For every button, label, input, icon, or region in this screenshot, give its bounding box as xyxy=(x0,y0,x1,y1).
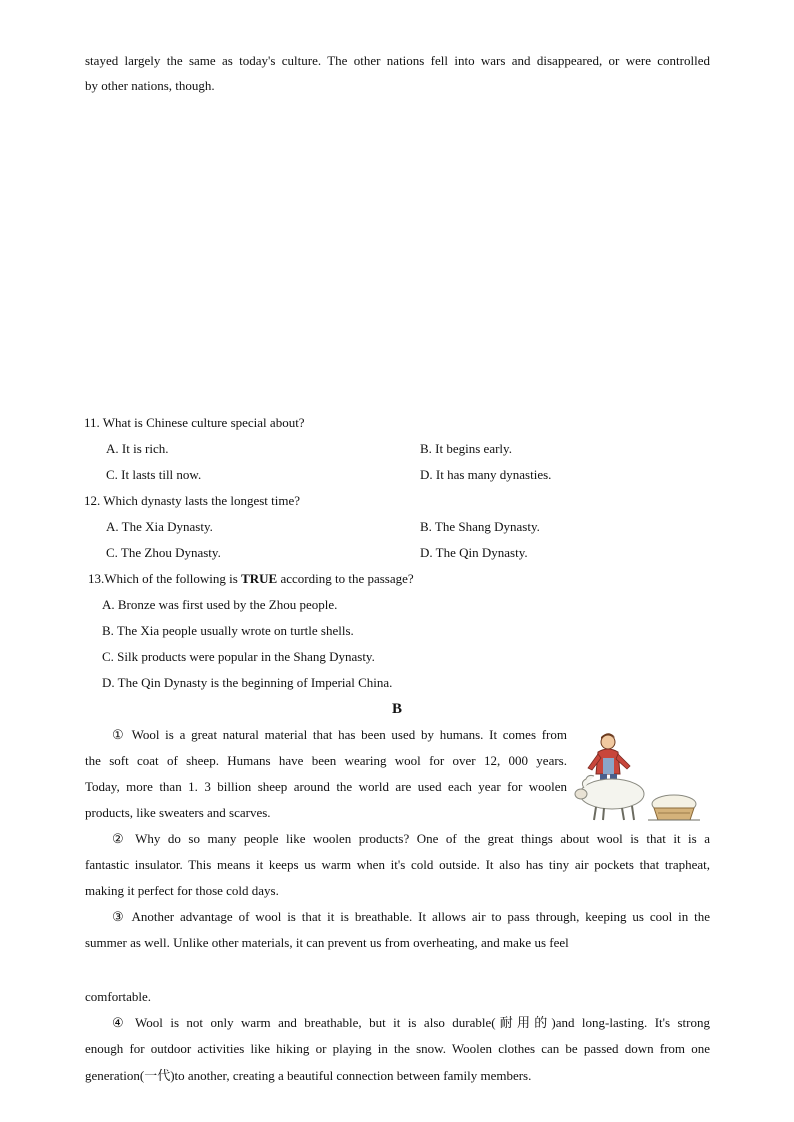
question-13-stem-pre: 13.Which of the following is xyxy=(88,571,242,586)
paragraph-2-line: fantastic insulator. This means it keeps us warm when it's cold outside. It also has tiny air pockets that trapheat, xyxy=(85,857,710,872)
question-12-stem: 12. Which dynasty lasts the longest time? xyxy=(84,493,301,508)
paragraph-1-line: Today, more than 1. 3 billion sheep around the world are used each year for woolen xyxy=(85,779,567,794)
question-12-option-b[interactable]: B. The Shang Dynasty. xyxy=(420,519,540,534)
paragraph-1-line: the soft coat of sheep. Humans have been wearing wool for over 12, 000 years. xyxy=(85,753,567,768)
paragraph-4-line: enough for outdoor activities like hiking or playing in the snow. Woolen clothes can be passed down from one xyxy=(85,1041,710,1056)
paragraph-2-line: making it perfect for those cold days. xyxy=(85,883,279,898)
paragraph-3-line: comfortable. xyxy=(85,989,152,1004)
question-11-stem: 11. What is Chinese culture special about? xyxy=(84,415,305,430)
section-b-heading: B xyxy=(391,701,402,717)
passage-line: stayed largely the same as today's culture. The other nations fell into wars and disappeared, or were controlled xyxy=(85,53,710,68)
question-11-option-a[interactable]: A. It is rich. xyxy=(106,441,169,456)
question-12-option-c[interactable]: C. The Zhou Dynasty. xyxy=(106,545,221,560)
passage-line: by other nations, though. xyxy=(85,78,215,93)
paragraph-2-line: ② Why do so many people like woolen products? One of the great things about wool is that it is a xyxy=(112,831,710,846)
question-12-option-d[interactable]: D. The Qin Dynasty. xyxy=(420,545,528,560)
question-13-option-d[interactable]: D. The Qin Dynasty is the beginning of Imperial China. xyxy=(102,675,393,690)
question-11-option-d[interactable]: D. It has many dynasties. xyxy=(420,467,552,482)
paragraph-4-line: generation(一代)to another, creating a beautiful connection between family members. xyxy=(85,1068,532,1083)
question-13-stem xyxy=(88,570,414,588)
paragraph-3-line: ③ Another advantage of wool is that it is breathable. It allows air to pass through, keeping us cool in the xyxy=(112,909,710,924)
question-13-stem-bold: TRUE xyxy=(241,571,278,586)
question-11-option-c[interactable]: C. It lasts till now. xyxy=(106,467,202,482)
man-shearing-sheep-illustration xyxy=(570,728,700,824)
question-13-stem-post: according to the passage? xyxy=(277,571,414,586)
paragraph-4-line: ④ Wool is not only warm and breathable, but it is also durable(耐用的)and long-lasting. It's strong xyxy=(112,1015,710,1030)
question-12-option-a[interactable]: A. The Xia Dynasty. xyxy=(106,519,213,534)
paragraph-1-line: products, like sweaters and scarves. xyxy=(85,805,271,820)
question-13-option-b[interactable]: B. The Xia people usually wrote on turtle shells. xyxy=(102,623,354,638)
question-11-option-b[interactable]: B. It begins early. xyxy=(420,441,512,456)
paragraph-3-line: summer as well. Unlike other materials, it can prevent us from overheating, and make us feel xyxy=(85,935,569,950)
question-13-option-c[interactable]: C. Silk products were popular in the Shang Dynasty. xyxy=(102,649,375,664)
question-13-option-a[interactable]: A. Bronze was first used by the Zhou people. xyxy=(102,597,338,612)
paragraph-1-line: ① Wool is a great natural material that has been used by humans. It comes from xyxy=(112,727,567,742)
